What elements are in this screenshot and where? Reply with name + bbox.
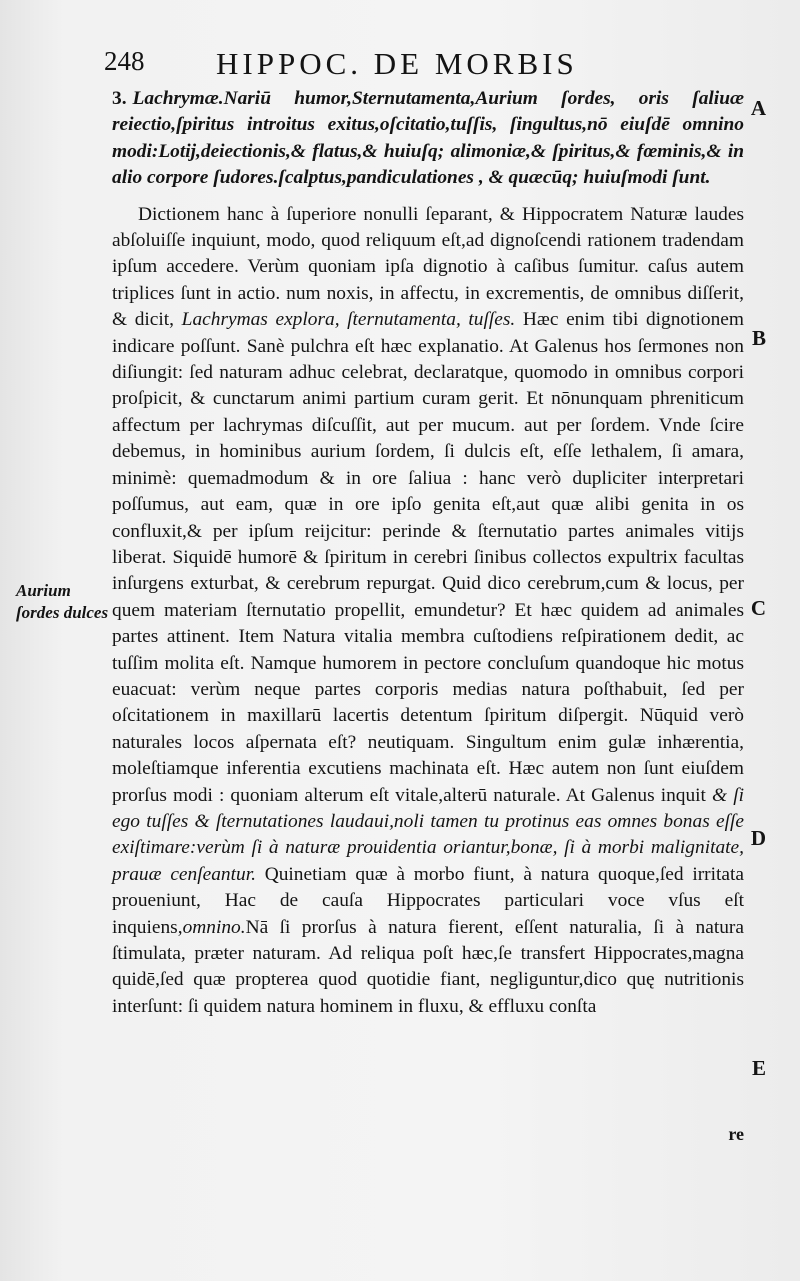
- commentary-text-2: Hæc enim tibi dignotionem indicare poſſunt. Sanè pulchra eſt hæc explanatio. At Galenus hos ſermones non diſiungit: ſed naturam adhuc celebrat, declaratque, quomodo in omnibus corpori proſpicit, & cunctarum animi partium curam gerit. Et nōnunquam phreniticum affectum per lachrymas diſcuſſit, aut per mucum. aut per ſordem. Vnde ſcire debemus, in hominibus aurium ſordem, ſi dulcis eſt, eſſe lethalem, ſi amara, minimè: quemadmodum & in ore ſaliua : hanc verò dupliciter interpretari poſſumus, aut eam, quæ in ore ipſo genita eſt,aut quæ alibi genita in os confluxit,& per ipſum reijcitur: perinde & ſternutatio partes animales vitijs liberat. Siquidē humorē & ſpiritum in cerebri ſinibus collectos expultrix facultas inſurgens exturbat, & cerebrum repurgat. Quid dico cerebrum,cum & locus, per quem materiam ſternutatio propellit, emundetur? Et hæc quidem ad animales partes attinent. Item Natura vitalia membra cuſtodiens reſpirationem dedit, ac tuſſim molita eſt. Namque humorem in pectore concluſum quandoque hic motus euacuat: verùm neque partes corporis medias natura poſthabuit, ſed per oſcitationem in maxillarū lacertis detentum ſpiritum diſpergit. Nūquid verò naturales locos aſpernata eſt? neutiquam. Singultum enim gulæ inhærentia, moleſtiamque inferentia excutiens machinata eſt. Hæc autem non ſunt eiuſdem prorſus modi : quoniam alterum eſt vitale,alterū naturale. At Galenus inquit: [112, 309, 744, 806]
- section-letter-c: C: [750, 596, 766, 620]
- section-letter-d: D: [750, 826, 766, 850]
- section-letter-b: B: [751, 326, 766, 350]
- marginal-note: Aurium ſordes dulces: [16, 581, 109, 622]
- lemma-number: 3.: [112, 88, 127, 109]
- hippocratic-lemma: [112, 86, 744, 192]
- page-number: 248: [104, 46, 145, 76]
- main-text: [112, 86, 744, 1020]
- commentary-paragraph: [112, 202, 744, 1021]
- commentary-text-3: Quinetiam quæ à morbo fiunt, à natura quoque,ſed irritata proueniunt, Hac de cauſa Hippocrates particulari voce vſus eſt inquiens,: [112, 863, 744, 938]
- catchword: re: [728, 1124, 744, 1144]
- running-head: [104, 46, 704, 86]
- commentary-quote-3: omnino.: [182, 916, 246, 938]
- commentary-text-1: Dictionem hanc à ſuperiore nonulli ſeparant, & Hippocratem Naturæ laudes abſoluiſſe inquiunt, modo, quod reliquum eſt,ad dignoſcendi rationem tradendam ipſum accedere. Verùm quoniam ipſa dignotio à caſibus ſumitur. caſus autem triplices ſunt in actio. num noxis, in affectu, in excrementis, de omnibus diſſerit, & dicit,: [112, 203, 744, 331]
- section-letter-a: A: [750, 96, 766, 120]
- section-letter-e: E: [751, 1056, 766, 1080]
- commentary-quote-1: Lachrymas explora, ſternutamenta, tuſſes.: [181, 309, 516, 331]
- commentary-quote-2: & ſi ego tuſſes & ſternutationes laudaui,noli tamen tu protinus eas omnes bonas eſſe exiſtimare:verùm ſi à naturæ prouidentia oriantur,bonæ, ſi à morbi malignitate, prauæ cenſeantur.: [112, 784, 744, 885]
- running-title: HIPPOC. DE MORBIS: [216, 46, 578, 81]
- lemma-text: Lachrymæ.Nariū humor,Sternutamenta,Aurium ſordes, oris ſaliuæ reiectio,ſpiritus introitus exitus,oſcitatio,tuſſis, ſingultus,nō eiuſdē omnino modi:Lotij,deiectionis,& flatus,& huiuſq; alimoniæ,& ſpiritus,& fœminis,& in alio corpore ſudores.ſcalptus,pandiculationes , & quæcūq; huiuſmodi ſunt.: [112, 88, 744, 189]
- commentary-text-4: Nā ſi prorſus à natura fierent, eſſent naturalia, ſi à natura ſtimulata, præter naturam. Ad reliqua poſt hæc,ſe transfert Hippocrates,magna quidē,ſed quæ propterea quod quotidie fiant, negliguntur,dico quę nutritionis interſunt: ſi quidem natura hominem in fluxu, & effluxu conſta: [112, 916, 744, 1017]
